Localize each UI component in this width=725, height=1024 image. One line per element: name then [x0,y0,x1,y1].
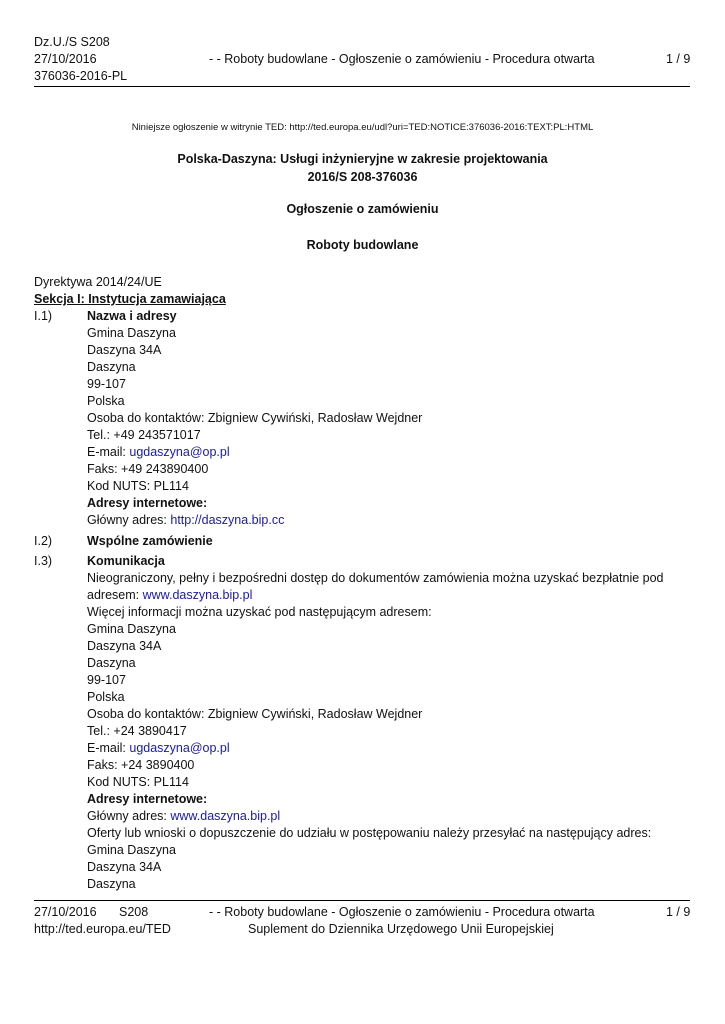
i1-contact: Osoba do kontaktów: Zbigniew Cywiński, Radosław Wejdner [87,411,423,425]
header-date: 27/10/2016 [34,52,97,66]
i3-offers-text: Oferty lub wnioski o dopuszczenie do udziału w postępowaniu należy przesyłać na następujący adres: [87,826,652,840]
doc-type: Ogłoszenie o zamówieniu [286,202,439,216]
footer-page: 1 / 9 [666,905,691,919]
i1-nuts: Kod NUTS: PL114 [87,479,189,493]
i3-main-address-label: Główny adres: [87,809,171,823]
i1-tel: Tel.: +49 243571017 [87,428,201,442]
footer-rule [34,900,690,901]
header-page: 1 / 9 [666,52,691,66]
i1-email-label: E-mail: [87,445,130,459]
i3-main-address-link[interactable]: www.daszyna.bip.pl [170,809,281,823]
i1-heading: Nazwa i adresy [87,309,177,323]
i3-number: I.3) [34,554,53,568]
i2-heading: Wspólne zamówienie [87,534,213,548]
i1-main-address-link[interactable]: http://daszyna.bip.cc [170,513,285,527]
i1-name: Gmina Daszyna [87,326,176,340]
section-title: Sekcja I: Instytucja zamawiająca [34,292,226,306]
header-title: - - Roboty budowlane - Ogłoszenie o zamówieniu - Procedura otwarta [209,52,595,66]
i3-nuts: Kod NUTS: PL114 [87,775,189,789]
directive: Dyrektywa 2014/24/UE [34,275,162,289]
header-rule [34,86,690,87]
i1-web-heading: Adresy internetowe: [87,496,208,510]
i1-country: Polska [87,394,125,408]
i3-web-heading: Adresy internetowe: [87,792,208,806]
i1-city: Daszyna [87,360,136,374]
i3-fax: Faks: +24 3890400 [87,758,195,772]
i1-number: I.1) [34,309,53,323]
i3-country: Polska [87,690,125,704]
i3-street: Daszyna 34A [87,639,162,653]
i3-email-label: E-mail: [87,741,130,755]
i1-main-address-row [87,512,284,529]
i3-postcode: 99-107 [87,673,126,687]
header-meta [34,34,127,85]
i3-email-link[interactable]: ugdaszyna@op.pl [129,741,230,755]
doc-subtype: Roboty budowlane [306,238,419,252]
i3-access-text: Nieograniczony, pełny i bezpośredni dostęp do dokumentów zamówienia można uzyskać bezpłatnie pod [87,571,664,585]
footer-url[interactable]: http://ted.europa.eu/TED [34,922,171,936]
i1-street: Daszyna 34A [87,343,162,357]
i3-name: Gmina Daszyna [87,622,176,636]
i3-access-label: adresem: [87,588,143,602]
i3-offers-name: Gmina Daszyna [87,843,176,857]
i1-main-address-label: Główny adres: [87,513,171,527]
doc-title-line1: Polska-Daszyna: Usługi inżynieryjne w zakresie projektowania [177,152,548,166]
i1-email-link[interactable]: ugdaszyna@op.pl [129,445,230,459]
journal-ref: Dz.U./S S208 [34,35,110,49]
i3-offers-city: Daszyna [87,877,136,891]
i3-offers-street: Daszyna 34A [87,860,162,874]
i1-email-row [87,444,230,461]
notice-url-line: Niniejsze ogłoszenie w witrynie TED: http://ted.europa.eu/udl?uri=TED:NOTICE:376036-2016:TEXT:PL:HTML [131,122,594,133]
i3-access-row [87,587,252,604]
footer-supplement: Suplement do Dziennika Urzędowego Unii Europejskiej [248,922,554,936]
i3-tel: Tel.: +24 3890417 [87,724,187,738]
i1-postcode: 99-107 [87,377,126,391]
i1-fax: Faks: +49 243890400 [87,462,209,476]
i3-email-row [87,740,230,757]
footer-title: - - Roboty budowlane - Ogłoszenie o zamówieniu - Procedura otwarta [209,905,595,919]
i3-contact: Osoba do kontaktów: Zbigniew Cywiński, Radosław Wejdner [87,707,423,721]
i3-main-address-row [87,808,280,825]
i3-city: Daszyna [87,656,136,670]
doc-title-line2: 2016/S 208-376036 [307,170,418,184]
footer-date: 27/10/2016 [34,905,97,919]
i3-access-link[interactable]: www.daszyna.bip.pl [142,588,253,602]
i3-more-info: Więcej informacji można uzyskać pod następującym adresem: [87,605,432,619]
notice-id: 376036-2016-PL [34,69,128,83]
i2-number: I.2) [34,534,53,548]
i3-heading: Komunikacja [87,554,165,568]
footer-series: S208 [119,905,149,919]
